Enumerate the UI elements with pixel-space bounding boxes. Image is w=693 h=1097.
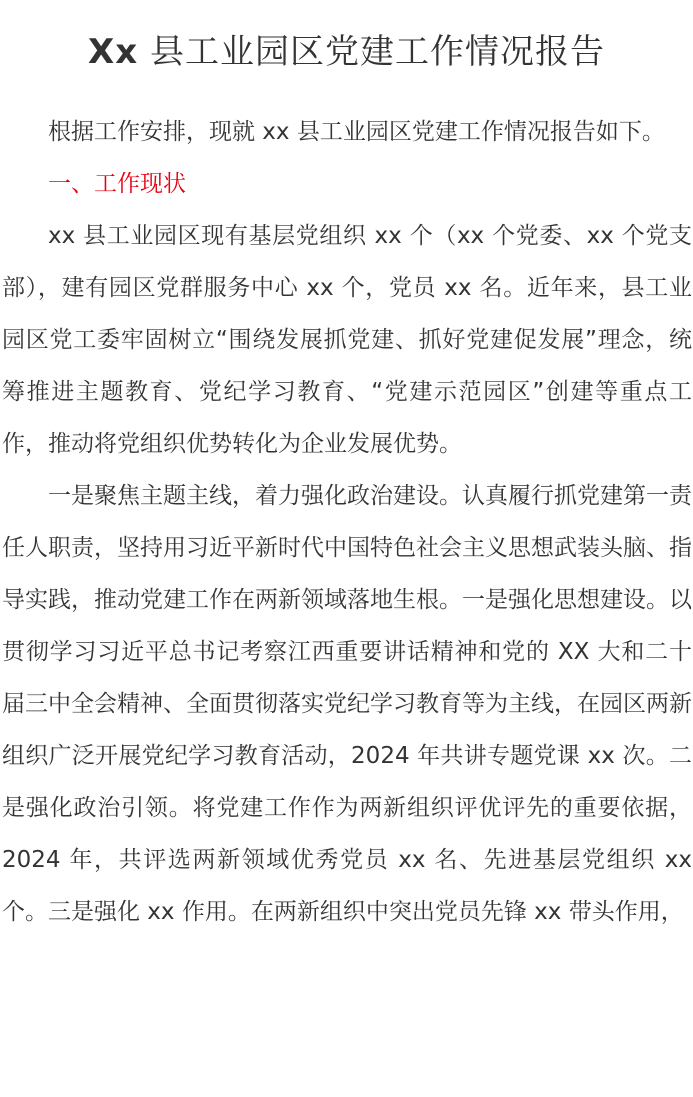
status-paragraph: xx 县工业园区现有基层党组织 xx 个（xx 个党委、xx 个党支部），建有园区党群服务中心 xx 个，党员 xx 名。近年来，县工业园区党工委牢固树立“围绕发展抓党建、抓好党建促发展”理念，统筹推进主题教育、党纪学习教育、“党建示范园区”创建等重点工作，推动将党组织优势转化为企业发展优势。 [2,223,692,457]
section-heading: 一、工作现状 [48,171,186,197]
political-building-paragraph: 一是聚焦主题主线，着力强化政治建设。认真履行抓党建第一责任人职责，坚持用习近平新时代中国特色社会主义思想武装头脑、指导实践，推动党建工作在两新领域落地生根。一是强化思想建设。以贯彻学习习近平总书记考察江西重要讲话精神和党的 XX 大和二十届三中全会精神、全面贯彻落实党纪学习教育等为主线，在园区两新组织广泛开展党纪学习教育活动，2024 年共讲专题党课 xx 次。二是强化政治引领。将党建工作作为两新组织评优评先的重要依据，2024 年，共评选两新领域优秀党员 xx 名、先进基层党组织 xx 个。三是强化 xx 作用。在两新组织中突出党员先锋 xx 带头作用， [2,483,692,925]
document-body [2,106,692,938]
title-rest-part: 县工业园区党建工作情况报告 [138,32,605,72]
document-title [0,28,693,76]
intro-paragraph: 根据工作安排，现就 xx 县工业园区党建工作情况报告如下。 [48,119,665,145]
title-bold-part: Xx [88,32,139,72]
